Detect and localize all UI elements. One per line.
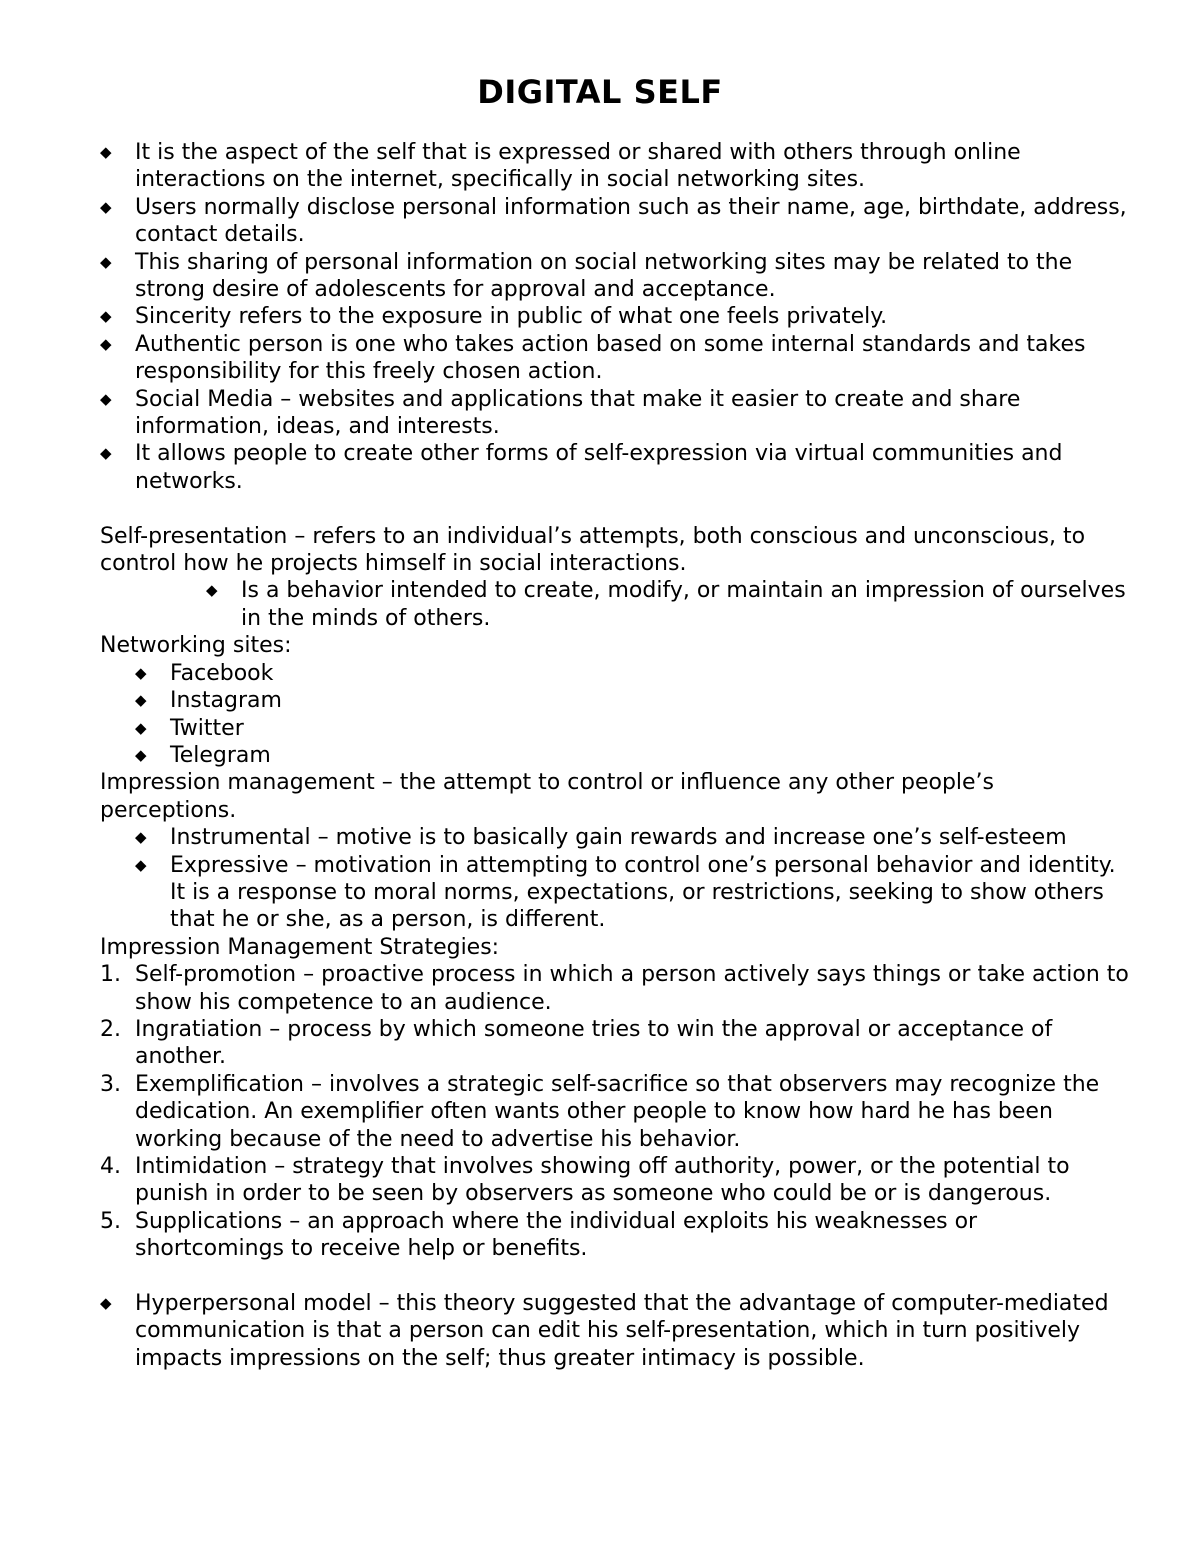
list-item: [100, 249, 1130, 304]
diamond-bullet-icon: ◆: [135, 745, 147, 764]
list-item: [100, 386, 1130, 441]
list-item-text: Twitter: [170, 715, 244, 741]
diamond-bullet-icon: ◆: [135, 691, 147, 710]
list-item: [100, 1016, 1130, 1071]
list-item-text: Sincerity refers to the exposure in public of what one feels privately.: [135, 304, 888, 330]
list-item-text: It allows people to create other forms of self-expression via virtual communities and networks.: [135, 441, 1063, 494]
diamond-bullet-icon: ◆: [206, 581, 218, 600]
list-item: [100, 961, 1130, 1016]
diamond-bullet-icon: ◆: [100, 334, 112, 353]
networking-heading: Networking sites:: [100, 633, 292, 659]
list-item-text: Exemplification – involves a strategic self-sacrifice so that observers may recognize the dedication. An exemplifier often wants other people to know how hard he has been working because of the need to advertise his behavior.: [135, 1071, 1100, 1152]
list-item: [100, 139, 1130, 194]
intro-bullet-list: [100, 139, 1130, 495]
impression-management-paragraph: Impression management – the attempt to control or influence any other people’s perceptions.: [100, 770, 995, 823]
blank-line: [100, 1263, 1130, 1290]
list-item: [135, 660, 1130, 687]
list-item: [135, 852, 1130, 934]
list-item-text: Hyperpersonal model – this theory suggested that the advantage of computer-mediated communication is that a person can edit his self-presentation, which in turn positively impacts impressions on the self; thus greater intimacy is possible.: [135, 1291, 1109, 1371]
list-item: [135, 742, 1130, 769]
diamond-bullet-icon: ◆: [100, 444, 112, 463]
list-item: [135, 687, 1130, 714]
list-item-text: Is a behavior intended to create, modify, or maintain an impression of ourselves in the minds of others.: [241, 578, 1126, 631]
blank-line: [100, 495, 1130, 522]
list-item-text: Supplications – an approach where the individual exploits his weaknesses or shortcomings to receive help or benefits.: [135, 1208, 978, 1262]
list-item-text: It is the aspect of the self that is expressed or shared with others through online interactions on the internet, specifically in social networking sites.: [135, 140, 1021, 193]
list-item-text: Facebook: [170, 660, 274, 686]
diamond-bullet-icon: ◆: [100, 252, 112, 271]
list-item-text: Intimidation – strategy that involves showing off authority, power, or the potential to punish in order to be seen by observers as someone who could be or is dangerous.: [135, 1154, 1070, 1207]
list-item-text: Ingratiation – process by which someone tries to win the approval or acceptance of another.: [135, 1016, 1053, 1070]
list-item: [100, 1290, 1130, 1372]
list-item: [100, 1208, 1130, 1263]
self-presentation-bullets: [206, 577, 1130, 632]
list-item: [100, 1153, 1130, 1208]
list-item-text: Authentic person is one who takes action based on some internal standards and takes responsibility for this freely chosen action.: [135, 331, 1086, 385]
diamond-bullet-icon: ◆: [100, 389, 112, 408]
list-item-text: Users normally disclose personal information such as their name, age, birthdate, address, contact details.: [135, 194, 1127, 248]
diamond-bullet-icon: ◆: [135, 718, 147, 737]
diamond-bullet-icon: ◆: [100, 1294, 112, 1313]
list-number: 2.: [100, 1016, 121, 1042]
list-item: [135, 715, 1130, 742]
list-item: [100, 303, 1130, 330]
list-number: 1.: [100, 962, 121, 988]
hyperpersonal-bullets: [100, 1290, 1130, 1372]
list-item: [100, 1071, 1130, 1153]
list-item: [100, 194, 1130, 249]
list-item: [135, 824, 1130, 851]
strategies-heading: Impression Management Strategies:: [100, 934, 500, 960]
list-item-text: This sharing of personal information on social networking sites may be related to the strong desire of adolescents for approval and acceptance.: [135, 249, 1073, 303]
self-presentation-paragraph: Self-presentation – refers to an individual’s attempts, both conscious and unconscious, to control how he projects himself in social interactions.: [100, 523, 1086, 577]
diamond-bullet-icon: ◆: [135, 663, 147, 682]
list-item-text: Instagram: [170, 688, 282, 714]
diamond-bullet-icon: ◆: [135, 855, 147, 874]
strategies-list: [100, 961, 1130, 1262]
diamond-bullet-icon: ◆: [135, 828, 147, 847]
list-item-text: Expressive – motivation in attempting to control one’s personal behavior and identity. It is a response to moral norms, expectations, or restrictions, seeking to show others that he or she, as a person, is different.: [170, 852, 1116, 933]
list-number: 4.: [100, 1154, 121, 1180]
list-number: 5.: [100, 1208, 121, 1234]
document-body: [100, 139, 1130, 1372]
list-item: [206, 577, 1130, 632]
diamond-bullet-icon: ◆: [100, 307, 112, 326]
diamond-bullet-icon: ◆: [100, 197, 112, 216]
list-item-text: Telegram: [170, 742, 271, 768]
list-item: [100, 331, 1130, 386]
list-item-text: Self-promotion – proactive process in which a person actively says things or take action to show his competence to an audience.: [135, 962, 1129, 1015]
list-item-text: Instrumental – motive is to basically gain rewards and increase one’s self-esteem: [170, 825, 1067, 851]
networking-sites-list: [135, 660, 1130, 770]
impression-management-bullets: [135, 824, 1130, 934]
list-number: 3.: [100, 1071, 121, 1097]
list-item-text: Social Media – websites and applications that make it easier to create and share information, ideas, and interests.: [135, 386, 1021, 440]
list-item: [100, 440, 1130, 495]
page-title: DIGITAL SELF: [477, 73, 723, 111]
diamond-bullet-icon: ◆: [100, 143, 112, 161]
